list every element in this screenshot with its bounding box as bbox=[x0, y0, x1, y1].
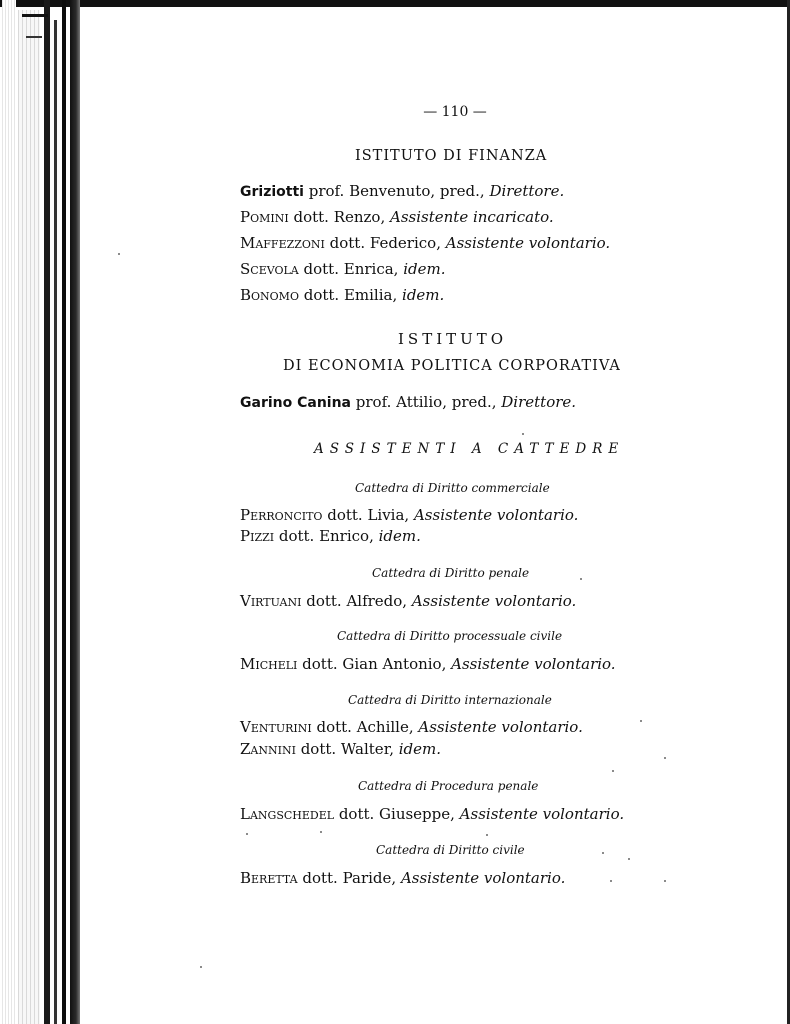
scan-speck bbox=[628, 858, 630, 860]
entry-details: dott. Renzo, bbox=[288, 208, 390, 226]
entry-cattedra-4-0 bbox=[240, 805, 624, 823]
entry-role: idem. bbox=[378, 527, 421, 545]
entry-details: dott. Gian Antonio, bbox=[297, 655, 452, 673]
entry-role: Assistente volontario. bbox=[451, 655, 616, 673]
entry-role: idem. bbox=[402, 286, 445, 304]
entry-surname: Griziotti bbox=[240, 184, 304, 200]
scan-speck bbox=[610, 880, 612, 882]
scan-speck bbox=[580, 578, 582, 580]
scan-speck bbox=[612, 770, 614, 772]
section-title-finanza: ISTITUTO DI FINANZA bbox=[355, 148, 548, 164]
entry-finanza-4 bbox=[240, 286, 444, 304]
entry-details: dott. Giuseppe, bbox=[334, 805, 460, 823]
entry-role: Assistente volontario. bbox=[413, 506, 579, 524]
entry-economia-0 bbox=[240, 393, 576, 412]
entry-surname: Micheli bbox=[240, 655, 298, 673]
cattedra-heading-3: Cattedra di Diritto internazionale bbox=[348, 693, 552, 707]
scan-speck bbox=[118, 253, 120, 255]
entry-surname: Bonomo bbox=[240, 286, 299, 304]
scan-speck bbox=[522, 433, 524, 435]
entry-details: dott. Achille, bbox=[311, 718, 419, 736]
scan-speck bbox=[246, 833, 248, 835]
entry-role: Direttore. bbox=[489, 182, 565, 200]
entry-details: dott. Emilia, bbox=[298, 286, 403, 304]
entry-role: Assistente volontario. bbox=[418, 718, 583, 736]
entry-surname: Perroncito bbox=[240, 506, 323, 524]
entry-cattedra-2-0 bbox=[240, 655, 616, 673]
entry-surname: Zannini bbox=[240, 740, 296, 758]
entry-role: Assistente volontario. bbox=[459, 805, 625, 823]
entry-details: prof. Benvenuto, pred., bbox=[303, 182, 490, 200]
entry-details: dott. Paride, bbox=[297, 869, 401, 887]
entry-cattedra-0-1 bbox=[240, 527, 421, 545]
scan-speck bbox=[664, 880, 666, 882]
cattedra-heading-5: Cattedra di Diritto civile bbox=[376, 843, 525, 857]
page-number: — 110 — bbox=[423, 104, 487, 120]
cattedra-heading-0: Cattedra di Diritto commerciale bbox=[355, 481, 550, 495]
section-title-economia-line1: ISTITUTO bbox=[398, 330, 508, 348]
entry-details: dott. Federico, bbox=[324, 234, 446, 252]
entry-surname: Venturini bbox=[240, 718, 312, 736]
entry-role: idem. bbox=[398, 740, 442, 758]
entry-cattedra-3-0 bbox=[240, 718, 583, 736]
entry-details: dott. Livia, bbox=[322, 506, 414, 524]
entry-surname: Garino Canina bbox=[240, 395, 352, 411]
scan-speck bbox=[486, 834, 488, 836]
entry-role: idem. bbox=[403, 260, 446, 278]
entry-finanza-0 bbox=[240, 182, 564, 201]
entry-role: Assistente incaricato. bbox=[390, 208, 554, 226]
entry-surname: Scevola bbox=[240, 260, 299, 278]
scan-speck bbox=[200, 966, 202, 968]
entry-cattedra-5-0 bbox=[240, 869, 565, 887]
entry-cattedra-3-1 bbox=[240, 740, 441, 758]
section-title-assistenti: ASSISTENTI A CATTEDRE bbox=[314, 441, 625, 457]
cattedra-heading-2: Cattedra di Diritto processuale civile bbox=[337, 629, 563, 643]
entry-surname: Pomini bbox=[240, 208, 289, 226]
entry-role: Assistente volontario. bbox=[400, 869, 566, 887]
entry-role: Direttore. bbox=[501, 393, 577, 411]
entry-details: prof. Attilio, pred., bbox=[351, 393, 502, 411]
cattedra-heading-1: Cattedra di Diritto penale bbox=[372, 566, 530, 580]
entry-cattedra-1-0 bbox=[240, 592, 576, 610]
entry-details: dott. Enrico, bbox=[274, 527, 379, 545]
entry-surname: Pizzi bbox=[240, 527, 275, 545]
entry-finanza-1 bbox=[240, 208, 554, 226]
entry-details: dott. Alfredo, bbox=[301, 592, 412, 610]
cattedra-heading-4: Cattedra di Procedura penale bbox=[358, 779, 539, 793]
entry-role: Assistente volontario. bbox=[445, 234, 611, 252]
scan-speck bbox=[602, 852, 604, 854]
entry-surname: Langschedel bbox=[240, 805, 335, 823]
scan-speck bbox=[320, 831, 322, 833]
entry-cattedra-0-0 bbox=[240, 506, 578, 524]
entry-surname: Maffezzoni bbox=[240, 234, 325, 252]
entry-details: dott. Enrica, bbox=[298, 260, 404, 278]
entry-role: Assistente volontario. bbox=[411, 592, 577, 610]
entry-finanza-3 bbox=[240, 260, 445, 278]
scan-speck bbox=[664, 757, 666, 759]
entry-surname: Virtuani bbox=[240, 592, 302, 610]
entry-surname: Beretta bbox=[240, 869, 298, 887]
scan-speck bbox=[640, 720, 642, 722]
entry-details: dott. Walter, bbox=[295, 740, 399, 758]
entry-finanza-2 bbox=[240, 234, 610, 252]
section-title-economia-line2: DI ECONOMIA POLITICA CORPORATIVA bbox=[283, 358, 621, 374]
